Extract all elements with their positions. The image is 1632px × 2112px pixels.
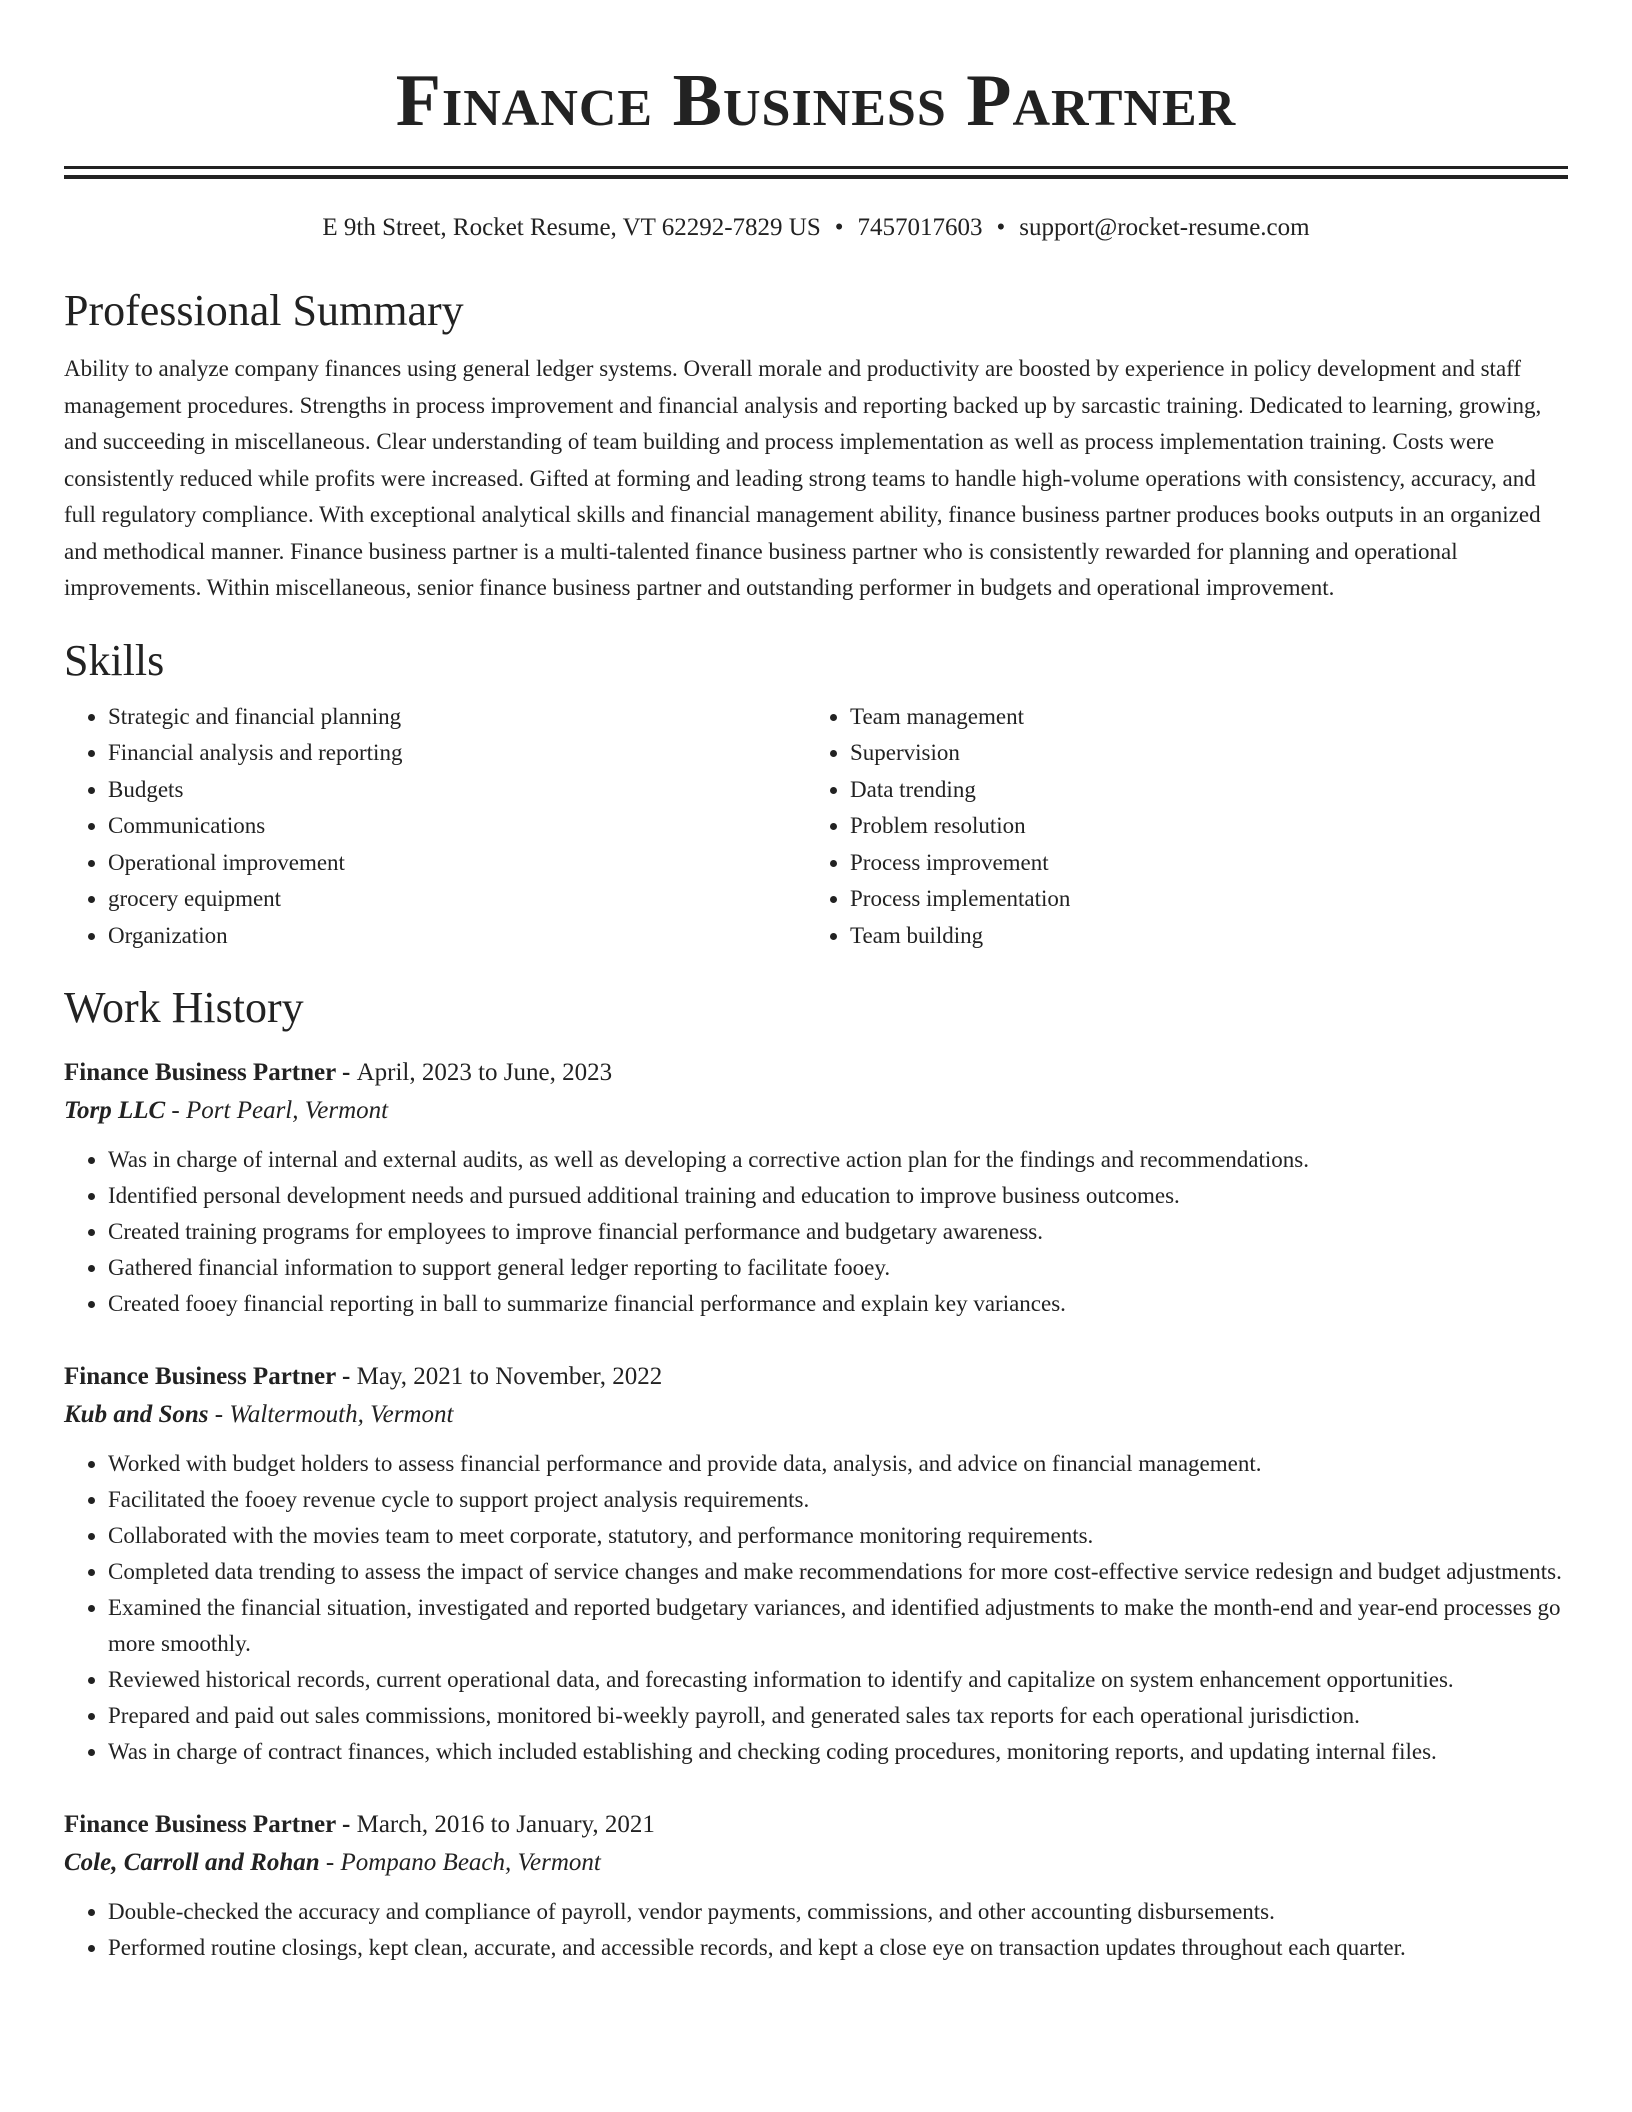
skill-item: • Strategic and financial planning [108,699,806,736]
resume-page [64,0,1568,1966]
contact-address: E 9th Street, Rocket Resume, VT 62292-7829 US [322,214,821,241]
contact-phone: 7457017603 [857,214,983,241]
contact-email: support@rocket-resume.com [1019,214,1310,241]
skill-item: • Team management [850,699,1548,736]
job-location: Port Pearl, Vermont [186,1097,389,1124]
skills-grid [64,699,1568,955]
job-entry [64,1806,1568,1966]
skill-item: • Supervision [850,735,1548,772]
job-location: Waltermouth, Vermont [229,1401,454,1428]
job-role: Finance Business Partner [64,1059,336,1086]
skill-item: • Team building [850,918,1548,955]
skills-column-right [806,699,1548,955]
job-bullet: • Collaborated with the movies team to meet corporate, statutory, and performance monitoring requirements. [108,1518,1568,1554]
skill-item: • Operational improvement [108,845,806,882]
work-history-heading: Work History [64,983,304,1032]
job-bullet: • Double-checked the accuracy and compliance of payroll, vendor payments, commissions, and other accounting disbursements. [108,1894,1568,1930]
job-bullets [64,1142,1568,1322]
contact-separator: • [996,214,1006,241]
skill-item: • grocery equipment [108,881,806,918]
job-entry [64,1358,1568,1770]
job-bullet: • Facilitated the fooey revenue cycle to support project analysis requirements. [108,1482,1568,1518]
job-bullet: • Reviewed historical records, current operational data, and forecasting information to identify and capitalize on system enhancement opportunities. [108,1662,1568,1698]
job-company: Kub and Sons [64,1401,209,1428]
job-role: Finance Business Partner [64,1811,336,1838]
skill-item: • Budgets [108,772,806,809]
job-dates: May, 2021 to November, 2022 [356,1363,663,1390]
skill-item: • Data trending [850,772,1548,809]
skill-item: • Organization [108,918,806,955]
job-company: Cole, Carroll and Rohan [64,1849,320,1876]
skills-column-left [64,699,806,955]
job-bullet: • Was in charge of contract finances, which included establishing and checking coding procedures, monitoring reports, and updating internal files. [108,1734,1568,1770]
job-bullet: • Was in charge of internal and external audits, as well as developing a corrective action plan for the findings and recommendations. [108,1142,1568,1178]
job-company: Torp LLC [64,1097,166,1124]
header-rule-thin [64,166,1568,169]
skills-heading: Skills [64,635,165,685]
job-bullets [64,1894,1568,1966]
resume-name: Finance Business Partner [395,60,1237,142]
job-employer: Kub and Sons - Waltermouth, Vermont [64,1401,454,1428]
job-heading: Finance Business Partner - April, 2023 to June, 2023 [64,1059,613,1086]
job-heading: Finance Business Partner - May, 2021 to November, 2022 [64,1363,663,1390]
job-dates: April, 2023 to June, 2023 [356,1059,613,1086]
header-rule-thick [64,175,1568,179]
job-bullet: • Performed routine closings, kept clean, accurate, and accessible records, and kept a close eye on transaction updates throughout each quarter. [108,1930,1568,1966]
job-bullet: • Examined the financial situation, investigated and reported budgetary variances, and identified adjustments to make the month-end and year-end processes go more smoothly. [108,1590,1568,1662]
contact-line [64,213,1568,243]
job-bullet: • Worked with budget holders to assess financial performance and provide data, analysis, and advice on financial management. [108,1446,1568,1482]
skill-item: • Financial analysis and reporting [108,735,806,772]
summary-text: Ability to analyze company finances using general ledger systems. Overall morale and productivity are boosted by experience in policy development and staff management procedures. Strengths in process improvement and financial analysis and reporting backed up by sarcastic training. Dedicated to learning, growing, and succeeding in miscellaneous. Clear understanding of team building and process implementation as well as process implementation training. Costs were consistently reduced while profits were increased. Gifted at forming and leading strong teams to handle high-volume operations with consistency, accuracy, and full regulatory compliance. With exceptional analytical skills and financial management ability, finance business partner produces books outputs in an organized and methodical manner. Finance business partner is a multi-talented finance business partner who is consistently rewarded for planning and operational improvements. Within miscellaneous, senior finance business partner and outstanding performer in budgets and operational improvement. [64,356,1542,600]
job-role: Finance Business Partner [64,1363,336,1390]
job-heading: Finance Business Partner - March, 2016 to January, 2021 [64,1811,655,1838]
skill-item: • Process implementation [850,881,1548,918]
summary-heading: Professional Summary [64,286,464,335]
job-bullet: • Completed data trending to assess the impact of service changes and make recommendations for more cost-effective service redesign and budget adjustments. [108,1554,1568,1590]
job-bullet: • Created training programs for employees to improve financial performance and budgetary awareness. [108,1214,1568,1250]
job-bullet: • Identified personal development needs and pursued additional training and education to improve business outcomes. [108,1178,1568,1214]
job-bullet: • Prepared and paid out sales commissions, monitored bi-weekly payroll, and generated sales tax reports for each operational jurisdiction. [108,1698,1568,1734]
skill-item: • Process improvement [850,845,1548,882]
job-location: Pompano Beach, Vermont [340,1849,601,1876]
contact-separator: • [834,214,844,241]
job-dates: March, 2016 to January, 2021 [356,1811,655,1838]
skill-item: • Problem resolution [850,808,1548,845]
job-entry [64,1054,1568,1322]
job-employer: Cole, Carroll and Rohan - Pompano Beach, Vermont [64,1849,601,1876]
skill-item: • Communications [108,808,806,845]
job-bullets [64,1446,1568,1770]
job-bullet: • Created fooey financial reporting in ball to summarize financial performance and explain key variances. [108,1286,1568,1322]
job-bullet: • Gathered financial information to support general ledger reporting to facilitate fooey. [108,1250,1568,1286]
job-employer: Torp LLC - Port Pearl, Vermont [64,1097,389,1124]
